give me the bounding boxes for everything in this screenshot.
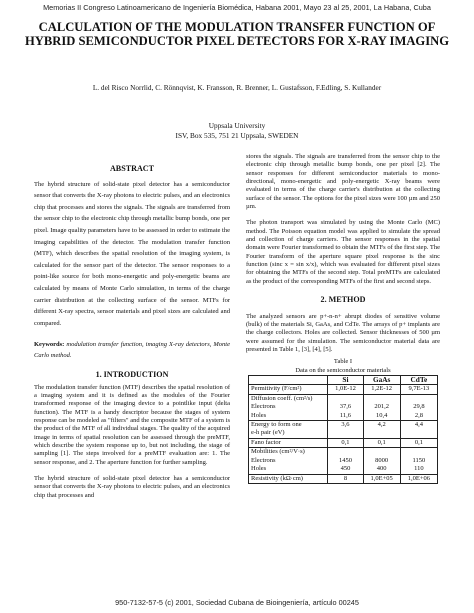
cdte-value: 0,1 — [400, 438, 437, 447]
si-value: 0,1 — [328, 438, 363, 447]
table-caption-number: Table I — [333, 358, 353, 366]
row-label: Permitivity (F/cm²) — [249, 385, 328, 394]
gaas-value: 201,2 10,4 — [363, 394, 400, 420]
table-row — [249, 448, 438, 474]
abstract-heading: ABSTRACT — [109, 164, 155, 173]
right-column — [246, 153, 440, 484]
table-caption-title: Data on the semiconductor materials — [295, 366, 391, 374]
affiliation-line2: ISV, Box 535, 751 21 Uppsala, SWEDEN — [175, 130, 299, 140]
page-footer: 950-7132-57-5 (c) 2001, Sociedad Cubana de Bioingeniería, artículo 00245 — [115, 598, 359, 607]
cdte-value: 1150 110 — [400, 448, 437, 474]
paper-title: CALCULATION OF THE MODULATION TRANSFER FUNCTION OF HYBRID SEMICONDUCTOR PIXEL DETECTORS FOR X-RAY IMAGING — [24, 20, 450, 48]
table-header-row — [249, 376, 438, 385]
row-label: Energy to form one e-h pair (eV) — [249, 421, 328, 439]
cdte-value: 1,0E+06 — [400, 474, 437, 483]
affiliation-line1: Uppsala University — [208, 121, 266, 130]
table-row — [249, 385, 438, 394]
keywords-text: modulation transfer function, imaging X-ray detectors, Monte Carlo method. — [34, 341, 231, 360]
table-header-cell: CdTe — [400, 376, 437, 385]
cdte-value: 9,7E-13 — [400, 385, 437, 394]
si-value: 8 — [328, 474, 363, 483]
row-label: Diffusion coeff. (cm²/s) Electrons Holes — [249, 394, 328, 420]
running-header: Memorias II Congreso Latinoamericano de Ingeniería Biomédica, Habana 2001, Mayo 23 al 25, 2001, La Habana, Cuba — [43, 3, 431, 12]
method-paragraph-1: The analyzed sensors are p+-n-n+ abrupt diodes of sensitive volume (bulk) of the materials Si, GaAs, and CdTe. The arrays of p+ implants are the charge collectors. Holes are collected. Sensor thicknesses of 500 µm were assumed for the simulation. The semiconductor material data are presented in Table 1, [3], [4], [5]. — [246, 312, 440, 353]
introduction-heading: 1. INTRODUCTION — [95, 370, 169, 380]
affiliation — [20, 121, 454, 140]
table-header-cell — [249, 376, 328, 385]
right-paragraph-1: stores the signals. The signals are transferred from the sensor chip to the electronic chip through metallic bump bonds, one per pixel [2]. The sensor responses for different semiconductor materials to mono-directional, mono-energetic and poly-energetic X-ray beams were evaluated in terms of the charge carrier's distribution at the collecting surface of the sensor. The options for the pixel sizes were 100 µm and 250 µm. — [246, 153, 440, 211]
gaas-value: 1,0E+05 — [363, 474, 400, 483]
introduction-paragraph-2: The hybrid structure of solid-state pixel detector has a semiconductor sensor that converts the X-ray photons to electric pulses, and an electronics chip that processes and — [34, 475, 230, 499]
si-value: 1,0E-12 — [328, 385, 363, 394]
si-value: 37,6 11,6 — [328, 394, 363, 420]
si-value: 1450 450 — [328, 448, 363, 474]
cdte-value: 29,8 2,8 — [400, 394, 437, 420]
left-column — [34, 163, 230, 500]
table-row — [249, 438, 438, 447]
table-header-cell: GaAs — [363, 376, 400, 385]
method-heading: 2. METHOD — [320, 295, 366, 305]
gaas-value: 4,2 — [363, 421, 400, 439]
gaas-value: 8000 400 — [363, 448, 400, 474]
table-header-cell: Si — [328, 376, 363, 385]
keywords — [34, 339, 230, 361]
abstract-text: The hybrid structure of solid-state pixel detector has a semiconductor sensor that converts the X-ray photons to electric pulses, and an electronics chip that processes and stores the signals. The signals are transferred from the sensor chip to the electronic chip through metallic bump bonds, one per pixel. Image quality parameters have to be assessed in order to estimate the imaging capabilities of the detector. The modulation transfer function (MTF), which describes the spatial resolution of the imaging system, is calculated for the sensor part of the detector. The sensor responses to a point-like source for both mono-energetic and poly-energetic beams are calculated by means of Monte Carlo simulation, in terms of the charge carrier distribution at the collecting surface of the sensor. MTFs for different X-ray spectra, sensor materials and pixel sizes are calculated and compared. — [34, 180, 230, 327]
cdte-value: 4,4 — [400, 421, 437, 439]
row-label: Mobilities (cm²/V·s) Electrons Holes — [249, 448, 328, 474]
row-label: Fano factor — [249, 438, 328, 447]
author-list: L. del Risco Norrlid, C. Rönnqvist, K. Fransson, R. Brenner, L. Gustafsson, F.Edling, S. Kullander — [92, 83, 382, 92]
semiconductor-data-table — [248, 375, 438, 484]
table-row — [249, 421, 438, 439]
keywords-label: Keywords: — [34, 341, 65, 349]
introduction-section — [34, 371, 230, 500]
introduction-paragraph-1: The modulation transfer function (MTF) describes the spatial resolution of a imaging system and it is defined as the modules of the Fourier transformed response of the imaging device to a pointlike input (delta function). The MTF is a handy descriptor because the stages of system response can be modeled as "filters" and the composite MTF of a system is the product of the MTF of all individual stages. The quality of the acquired image in terms of spatial resolution can be assessed through the preMTF, which describe the system response up to, but not including, the stage of sampling [1]. The steps involved for a preMTF evaluation are: 1. The sensor response, and 2. The aperture function for further sampling. — [34, 383, 230, 466]
table-row — [249, 394, 438, 420]
row-label: Resistivity (kΩ·cm) — [249, 474, 328, 483]
right-paragraph-2: The photon transport was simulated by using the Monte Carlo (MC) method. The Poisson equation model was applied to simulate the spread and collection of charge carriers. The sensor responses in the spatial domain were Fourier transformed to obtain the MTFs of the first step. The Fourier transform of the aperture square pixel response is the sinc function (sinc x = sin x/x), which was evaluated for different pixel sizes for obtaining the MTFs of the second step. Total preMTFs are calculated as the product of the corresponding MTFs of the first and second steps. — [246, 219, 440, 285]
gaas-value: 1,2E-12 — [363, 385, 400, 394]
si-value: 3,6 — [328, 421, 363, 439]
abstract-section — [34, 163, 230, 329]
table-row — [249, 474, 438, 483]
gaas-value: 0,1 — [363, 438, 400, 447]
